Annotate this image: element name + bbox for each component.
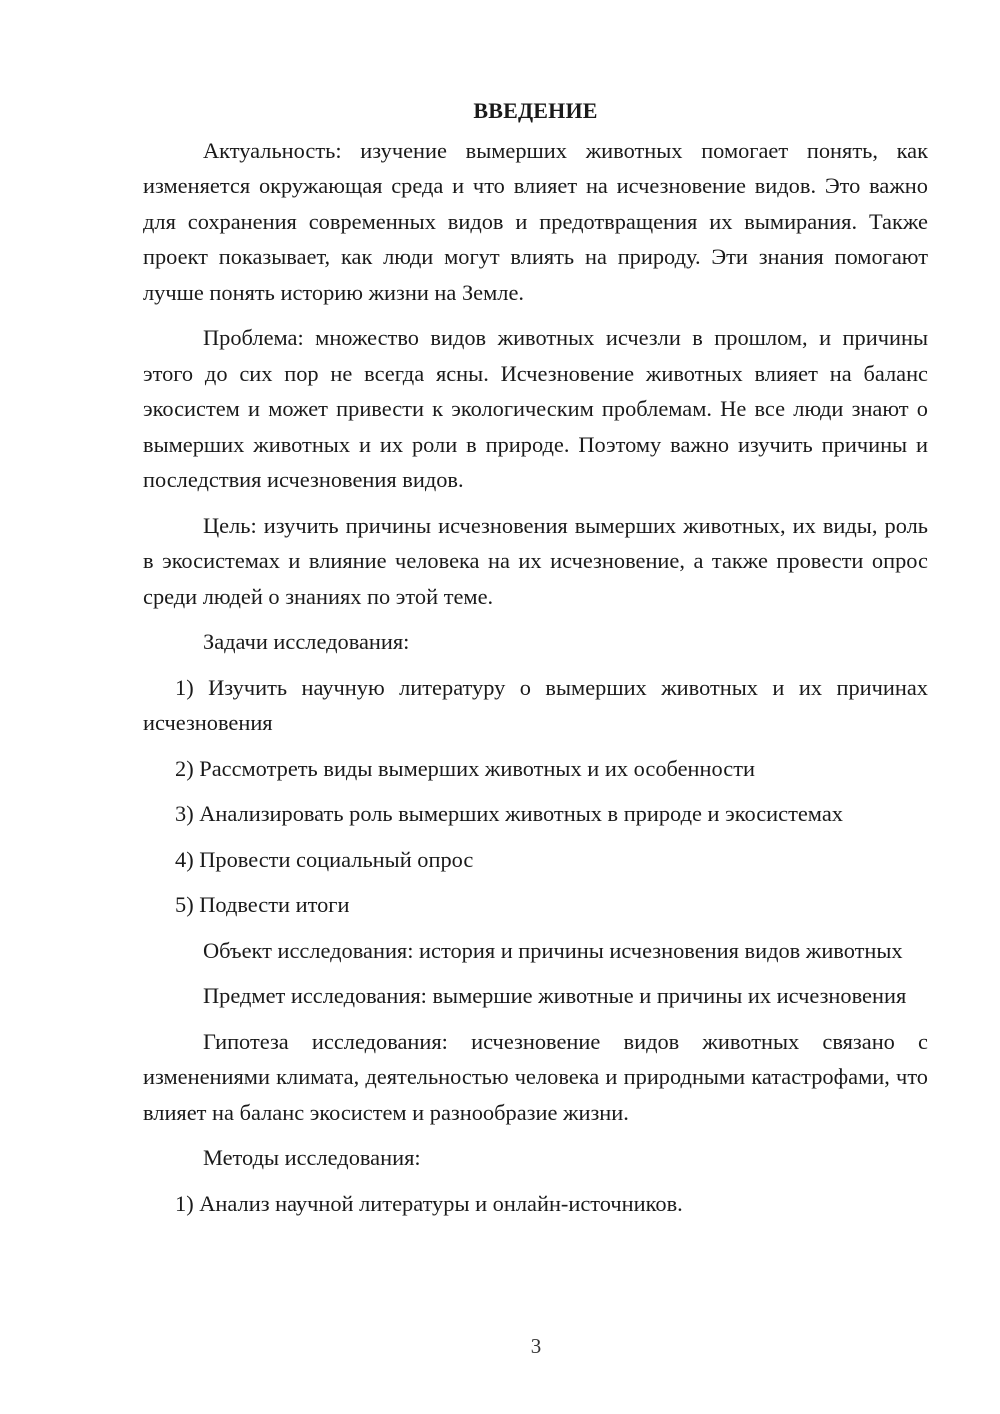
relevance-paragraph: Актуальность: изучение вымерших животных помогает понять, как изменяется окружающая среда и что влияет на исчезновение видов. Это важно для сохранения современных видов и предотвращения их вымирания. Также проект показывает, как люди могут влиять на природу. Эти знания помогают лучше понять историю жизни на Земле. — [143, 137, 928, 305]
task-item-1: 1) Изучить научную литературу о вымерших животных и их причинах исчезновения — [143, 674, 928, 735]
problem-paragraph: Проблема: множество видов животных исчезли в прошлом, и причины этого до сих пор не всегда ясны. Исчезновение животных влияет на баланс экосистем и может привести к экологическим проблемам. Не все люди знают о вымерших животных и их роли в природе. Поэтому важно изучить причины и последствия исчезновения видов. — [143, 325, 928, 492]
task-item-2: 2) Рассмотреть виды вымерших животных и их особенности — [175, 755, 755, 781]
page-number: 3 — [530, 1334, 542, 1358]
hypothesis-paragraph: Гипотеза исследования: исчезновение видов животных связано с изменениями климата, деятельностью человека и природными катастрофами, что влияет на баланс экосистем и разнообразие жизни. — [143, 1028, 928, 1125]
task-item-3: 3) Анализировать роль вымерших животных в природе и экосистемах — [175, 801, 843, 826]
tasks-heading: Задачи исследования: — [203, 629, 410, 654]
task-item-4: 4) Провести социальный опрос — [175, 846, 474, 872]
section-title: ВВЕДЕНИЕ — [473, 98, 598, 123]
object-paragraph: Объект исследования: история и причины исчезновения видов животных — [203, 937, 903, 963]
subject-paragraph: Предмет исследования: вымершие животные и причины их исчезновения — [203, 983, 907, 1008]
page-number-footer — [0, 1334, 1000, 1359]
task-item-5: 5) Подвести итоги — [175, 892, 350, 917]
page-content — [143, 93, 928, 1231]
method-item-1: 1) Анализ научной литературы и онлайн-источников. — [175, 1190, 683, 1216]
methods-heading: Методы исследования: — [203, 1145, 421, 1170]
goal-paragraph: Цель: изучить причины исчезновения вымерших животных, их виды, роль в экосистемах и влияние человека на их исчезновение, а также провести опрос среди людей о знаниях по этой теме. — [143, 512, 928, 609]
